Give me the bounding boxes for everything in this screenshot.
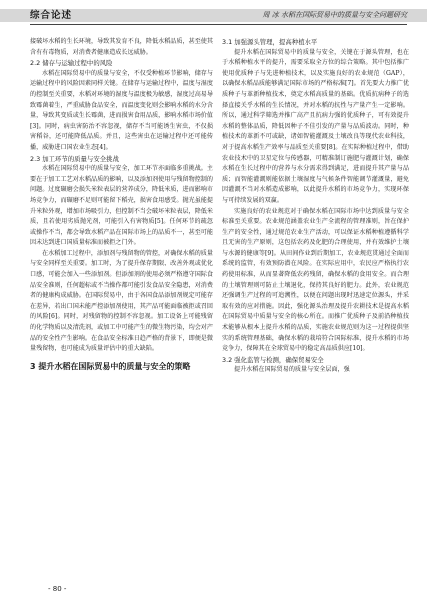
- section-heading-3-1: 3.1 加强源头管理，提高种植水平: [222, 38, 318, 46]
- running-header: [0, 0, 427, 30]
- paragraph: 实施良好的农业规范对于确保水稻在国际市场中达到质量与安全标准至关重要。农业规范涵盖农业生产全流程的管理准则，旨在保护生产的安全性，通过规范农业生产活动，可以保证水稻种植遵循科学且无害的生产原则，这包括农药及化肥的合理使用，并有效维护土壤与水源的健康等[9]。从田间作业到后期加工，农业规范贯通过全面而系统的监管，有效预防潜在风险。在实际应用中，农民应严格执行农药使用标准，从而显著降低农药残留，确保水稻的食用安全。而合理的土壤管理则可防止土壤退化，保持其良好的肥力。此外，农业规范还强调生产过程的可追溯性，以便在问题出现时迅速定位源头，并采取有效的应对措施。因此，强化源头治理及提升农耕技术是提高水稻在国际贸易中质量与安全的核心所在。而推广优质种子及前沿种植技术能够从根本上提升水稻的品质，实施农业规范则为这一过程提供坚实的系统管理基础，确保水稻的栽培符合国际标准，提升水稻的市场竞争力，保障其在全球贸易中的稳定高品质供应[10]。: [222, 207, 409, 353]
- header-rule: [30, 24, 407, 25]
- article-running-title: 周 冰 水稻在国际贸易中的质量与安全问题研究: [262, 11, 407, 19]
- paragraph: 在水稻加工过程中，添加剂与残留物的管控，对确保水稻的质量与安全同样至关重要。加工时，为了提升保存期限、改善外观或优化口感，可能会加入一些添加剂。但添加剂的使用必须严格遵守国际食品安全准则，任何超标或不当操作都可能引发食品安全隐患，对消费者的健康构成威胁。在国际贸易中，由于各国食品添加剂规定可能存在差异，若出口国未能严控添加剂使用，其产品可能面临被拒或召回的风险[6]。同时，对残留物的控制不容忽视。加工设备上可能残留的化学物质以及清洗剂，或加工中可能产生的微生物污染，均会对产品的安全性产生影响。在食品安全标准日趋严格的背景下，即便是微量残留物，也可能成为质量评估中的重大缺陷。: [30, 249, 213, 353]
- paragraph: 水稻在国际贸易中的质量与安全，加工环节亦面临多重挑战。主要在于加工工艺对水稻品质的影响，以及添加剂使用与残留物控制的问题。过度碾磨会损失米粒表层的营养成分，降低米质，进而影响市场竞争力，而碾磨不足则可能留下稻壳，损害食用感受。抛光虽能提升米粒外观，增加市场吸引力，但控制不当会破坏米粒表层，降低米质，且若使用劣质抛光剂，可能引入有害物质[5]。任何环节的疏忽或操作不当，都会导致水稻产品在国际市场上的品质不一，甚至可能因未达到进口国质量标准而被拒之门外。: [30, 165, 213, 247]
- right-column: [222, 37, 409, 376]
- section-heading-2-2: 2.2 储存与运输过程中的风险: [30, 59, 113, 68]
- section-label: 综合论述: [30, 10, 73, 21]
- paragraph: 提升水稻在国际贸易中的质量与安全，关键在于源头管理，也在于水稻种植水平的提升，需要采取全方位的综合策略。其中包括推广使用优质种子与先进种植技术，以及实施良好的农业规范（GAP），以确保水稻品质能够满足国际市场的严格标准[7]。首先要大力推广优质种子与革新种植技术，奠定水稻高质量的基础。优质抗病种子的选择直接关乎水稻的生长情况，并对水稻的抗性与产量产生一定影响。所以，通过科学筛选并推广高产且抗病力强的优质种子，可有效提升水稻的整体品质，降低因种子不佳引发的产量与品质波动。同时，种植技术的革新不可或缺，诸如智能灌溉及土壤改良等现代农业科技，对于提高水稻生产效率与品质至关重要[8]。在实际种植过程中，借助农业技术中的卫星定位与传感器，可精准制订施肥与灌溉计划，确保水稻在生长过程中的营养与水分需求得到满足，进而提升其产量与品质；而智能灌溉则能依据土壤湿度与气候条件智能调节灌溉量，避免因灌溉不当对水稻造成影响，以此提升水稻的市场竞争力，实现环保与可持续发展的双赢。: [222, 48, 409, 204]
- paragraph: 水稻在国际贸易中的质量与安全，不仅受种植环节影响，储存与运输过程中的风险因素同样关键。在储存与运输过程中，温度与湿度的控制至关重要，水稻对环境的湿度与温度极为敏感，湿度过高易导致霉菌着生，严重威胁食品安全，而温度变化则会影响水稻的水分含量，导致其变质或生长霉菌，进而损害食用品质，影响水稻市场价值[3]。同时，病虫害防治不容忽视，储存不当可能诱生害虫，不仅损害稻谷，还可能降低品质。并且，这些害虫在运输过程中还可能传播，威胁进口国农业生态[4]。: [30, 69, 213, 151]
- left-column: [30, 37, 213, 376]
- section-heading-2-3: 2.3 加工环节的质量与安全挑战: [30, 154, 119, 163]
- paragraph: 接破坏水稻的生长环境，导致其发育不良，降低水稻品质，甚至使其含有有毒物质，对消费者健康造成长远威胁。: [30, 38, 213, 56]
- page-number: - 80 -: [48, 585, 67, 593]
- section-heading-3-2: 3.2 强化监管与检测，确保贸易安全: [222, 355, 324, 364]
- paragraph: 提升水稻在国际贸易的质量与安全层面，强: [234, 366, 350, 374]
- section-heading-3: 3 提升水稻在国际贸易中的质量与安全的策略: [30, 361, 191, 371]
